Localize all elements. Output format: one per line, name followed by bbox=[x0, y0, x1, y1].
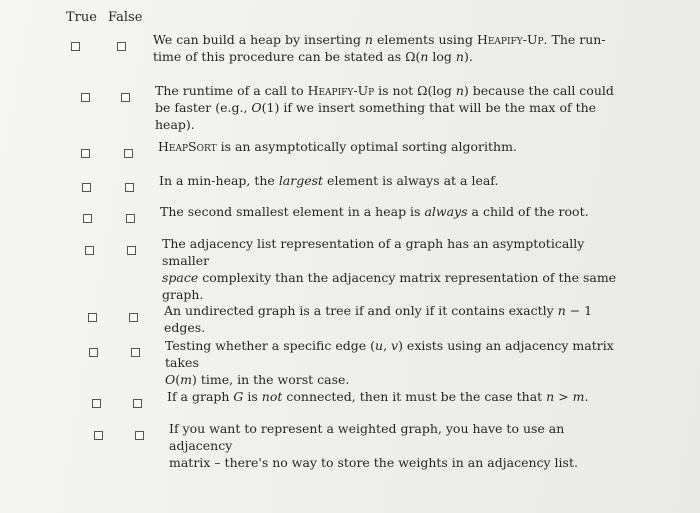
question-statement: The adjacency list representation of a graph has an asymptotically smaller space complexity than the adjacency matrix representation of the same graph. bbox=[162, 236, 617, 302]
false-checkbox[interactable] bbox=[135, 431, 144, 440]
true-checkbox[interactable] bbox=[92, 399, 101, 408]
false-checkbox[interactable] bbox=[127, 246, 136, 255]
question-statement: If a graph G is not connected, then it must be the case that n > m. bbox=[167, 389, 589, 404]
question-statement: In a min-heap, the largest element is always at a leaf. bbox=[159, 173, 499, 188]
question-statement: The runtime of a call to Heapify-Up is not Ω(log n) because the call could be faster (e.g., O(1) if we insert something that will be the max of the heap). bbox=[155, 83, 614, 132]
question-statement: We can build a heap by inserting n elements using Heapify-Up. The run- time of this procedure can be stated as Ω(n log n). bbox=[153, 32, 606, 64]
false-checkbox[interactable] bbox=[117, 42, 126, 51]
true-checkbox[interactable] bbox=[71, 42, 80, 51]
question-statement: The second smallest element in a heap is always a child of the root. bbox=[160, 204, 589, 219]
false-column-header: False bbox=[108, 10, 143, 25]
true-checkbox[interactable] bbox=[88, 313, 97, 322]
true-checkbox[interactable] bbox=[94, 431, 103, 440]
true-checkbox[interactable] bbox=[82, 183, 91, 192]
false-checkbox[interactable] bbox=[124, 149, 133, 158]
true-column-header: True bbox=[66, 10, 97, 25]
false-checkbox[interactable] bbox=[121, 93, 130, 102]
true-checkbox[interactable] bbox=[85, 246, 94, 255]
true-checkbox[interactable] bbox=[81, 149, 90, 158]
false-checkbox[interactable] bbox=[125, 183, 134, 192]
question-statement: HeapSort is an asymptotically optimal sorting algorithm. bbox=[158, 139, 517, 154]
false-checkbox[interactable] bbox=[126, 214, 135, 223]
false-checkbox[interactable] bbox=[129, 313, 138, 322]
false-checkbox[interactable] bbox=[131, 348, 140, 357]
question-statement: An undirected graph is a tree if and only if it contains exactly n − 1 edges. bbox=[164, 303, 593, 335]
true-checkbox[interactable] bbox=[81, 93, 90, 102]
question-statement: Testing whether a specific edge (u, v) exists using an adjacency matrix takes O(m) time, in the worst case. bbox=[165, 338, 614, 387]
true-checkbox[interactable] bbox=[89, 348, 98, 357]
question-statement: If you want to represent a weighted graph, you have to use an adjacency matrix – there's no way to store the weights in an adjacency list. bbox=[169, 421, 578, 470]
true-checkbox[interactable] bbox=[83, 214, 92, 223]
false-checkbox[interactable] bbox=[133, 399, 142, 408]
